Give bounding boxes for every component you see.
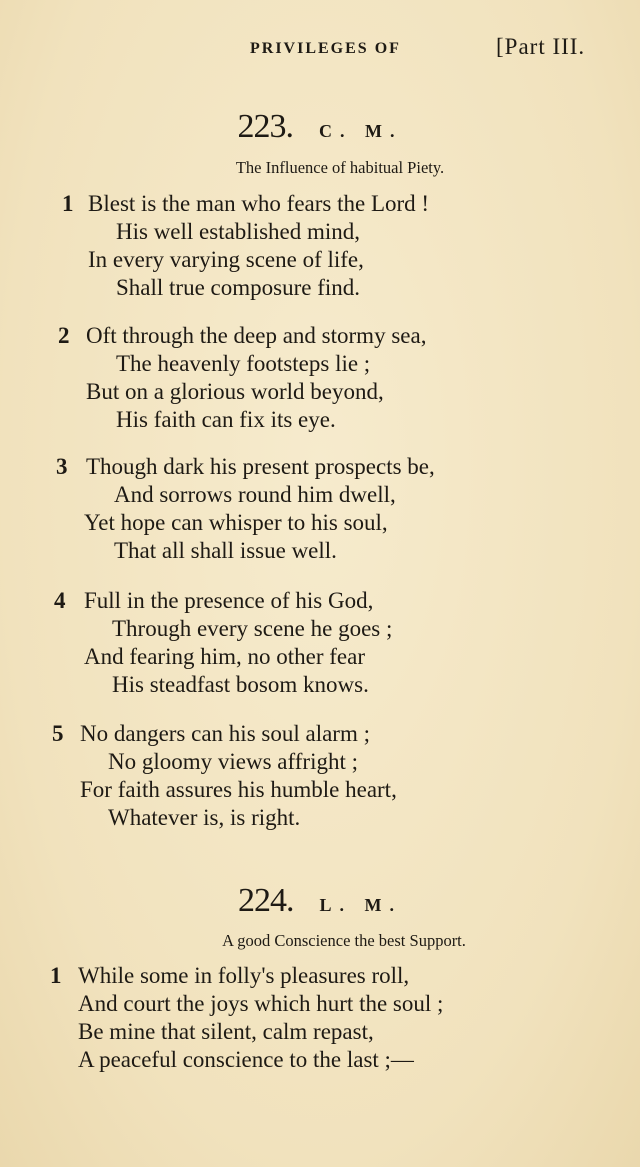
page-header [0, 32, 640, 68]
hymn-heading [0, 882, 640, 922]
hymn-number: 223. [237, 108, 293, 145]
verse-line: Yet hope can whisper to his soul, [84, 510, 388, 535]
verse-line: Whatever is, is right. [108, 805, 301, 830]
verse-line: No gloomy views affright ; [108, 749, 358, 774]
verse-line: His well established mind, [116, 219, 361, 244]
hymn-title: A good Conscience the best Support. [222, 931, 466, 950]
hymn-number: 224. [238, 882, 294, 919]
verse-line: That all shall issue well. [114, 538, 337, 563]
verse-line: And sorrows round him dwell, [114, 482, 396, 507]
verse-line: Blest is the man who fears the Lord ! [88, 191, 430, 216]
verse-line: Oft through the deep and stormy sea, [86, 323, 427, 348]
hymn-meter: L. M. [319, 895, 402, 915]
running-title: PRIVILEGES OF [250, 40, 401, 57]
verse-number: 5 [52, 721, 64, 746]
hymn-title: The Influence of habitual Piety. [235, 158, 445, 177]
hymn-heading [0, 108, 640, 148]
verse-line: And fearing him, no other fear [84, 644, 366, 669]
verse-line: But on a glorious world beyond, [86, 379, 384, 404]
verse-line: Through every scene he goes ; [112, 616, 393, 641]
verse-line: Though dark his present prospects be, [86, 454, 435, 479]
verse-number: 4 [54, 588, 66, 613]
verse-line: Full in the presence of his God, [84, 588, 374, 613]
verse-line: Be mine that silent, calm repast, [78, 1019, 374, 1044]
verse-number: 1 [50, 963, 62, 988]
verse-number: 2 [58, 323, 70, 348]
verse-line: In every varying scene of life, [88, 247, 364, 272]
verse-number: 3 [56, 454, 68, 479]
hymn-meter: C. M. [319, 121, 403, 141]
verse-line: While some in folly's pleasures roll, [78, 963, 410, 988]
verse-line: The heavenly footsteps lie ; [116, 351, 371, 376]
verse-line: His faith can fix its eye. [116, 407, 336, 432]
verse-line: And court the joys which hurt the soul ; [78, 991, 444, 1016]
verse-line: Shall true composure find. [116, 275, 361, 300]
part-label: [Part III. [496, 34, 586, 59]
verse-line: For faith assures his humble heart, [80, 777, 397, 802]
verse-line: No dangers can his soul alarm ; [80, 721, 370, 746]
verse-number: 1 [62, 191, 74, 216]
verse-line: His steadfast bosom knows. [112, 672, 369, 697]
verse-line: A peaceful conscience to the last ;— [78, 1047, 414, 1072]
